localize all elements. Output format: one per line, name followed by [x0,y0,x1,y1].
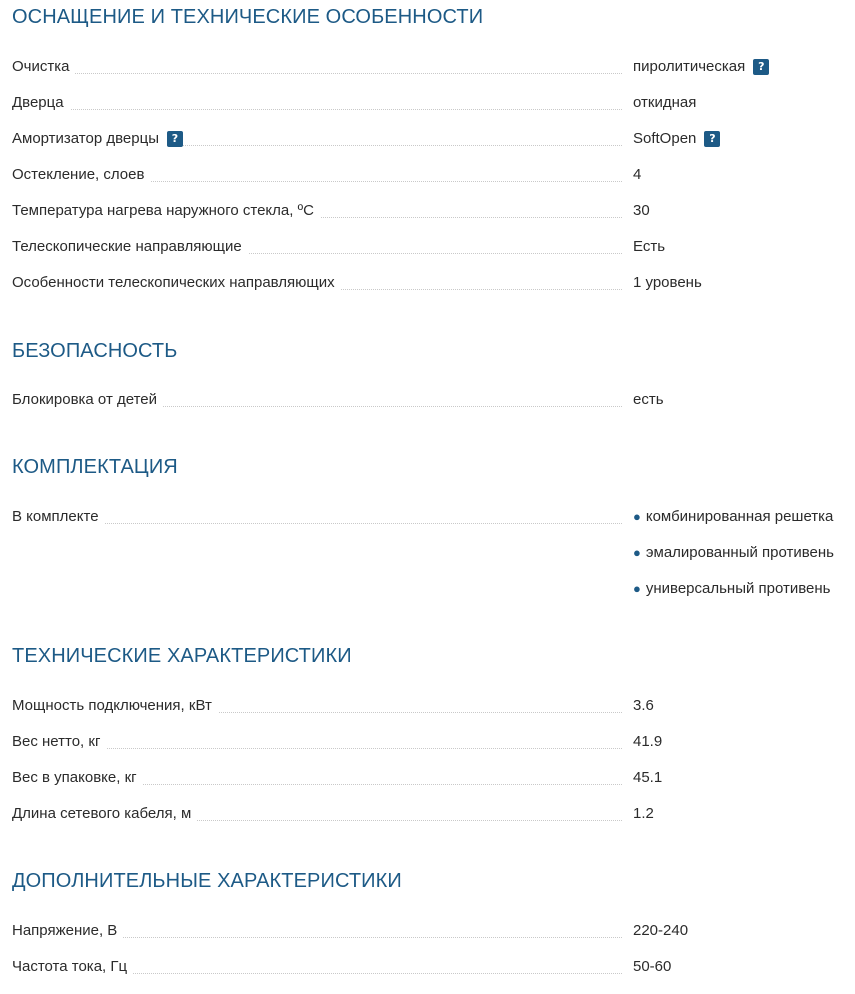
spec-value: 50-60 [633,958,672,975]
spec-row [0,957,855,977]
spec-row [0,57,855,77]
section-title-tech-specs: ТЕХНИЧЕСКИЕ ХАРАКТЕРИСТИКИ [12,645,352,667]
spec-list-item: ● комбинированная решетка [633,508,834,525]
bullet-icon: ● [633,545,641,560]
spec-value: откидная [633,94,697,111]
spec-label: Напряжение, В [12,921,123,941]
spec-label: В комплекте [12,507,105,527]
spec-row [0,507,855,527]
spec-row [0,201,855,221]
spec-row [0,804,855,824]
help-icon[interactable]: ? [704,131,720,147]
spec-row [0,696,855,716]
spec-value: SoftOpen ? [633,129,720,149]
spec-row-continued [0,579,855,599]
spec-row [0,768,855,788]
spec-value: 3.6 [633,697,654,714]
spec-label: Очистка [12,57,75,77]
spec-label: Остекление, слоев [12,165,150,185]
spec-row-continued [0,543,855,563]
spec-label: Мощность подключения, кВт [12,696,218,716]
spec-value: пиролитическая ? [633,57,769,77]
spec-label: Вес нетто, кг [12,732,106,752]
spec-label: Температура нагрева наружного стекла, ºC [12,201,320,221]
dotted-leader [12,109,622,110]
section-title-package: КОМПЛЕКТАЦИЯ [12,456,178,478]
spec-row [0,93,855,113]
spec-value: есть [633,391,664,408]
spec-row [0,921,855,941]
spec-list-item: ● эмалированный противень [633,544,834,561]
spec-label: Дверца [12,93,70,113]
spec-label: Амортизатор дверцы ? [12,129,189,149]
help-icon[interactable]: ? [167,131,183,147]
dotted-leader [12,73,622,74]
spec-label: Вес в упаковке, кг [12,768,143,788]
spec-row [0,390,855,410]
spec-label: Частота тока, Гц [12,957,133,977]
section-title-additional: ДОПОЛНИТЕЛЬНЫЕ ХАРАКТЕРИСТИКИ [12,870,402,892]
spec-label: Особенности телескопических направляющих [12,273,341,293]
spec-value: 45.1 [633,769,663,786]
bullet-icon: ● [633,581,641,596]
spec-row [0,732,855,752]
spec-label: Блокировка от детей [12,390,163,410]
spec-row [0,237,855,257]
spec-row [0,165,855,185]
spec-value: 1.2 [633,805,654,822]
spec-list-item: ● универсальный противень [633,580,831,597]
bullet-icon: ● [633,509,641,524]
spec-label: Телескопические направляющие [12,237,248,257]
spec-value: Есть [633,238,666,255]
section-title-safety: БЕЗОПАСНОСТЬ [12,340,178,362]
spec-value: 41.9 [633,733,663,750]
help-icon[interactable]: ? [753,59,769,75]
spec-value: 4 [633,166,642,183]
section-title-equipment: ОСНАЩЕНИЕ И ТЕХНИЧЕСКИЕ ОСОБЕННОСТИ [12,6,484,28]
spec-row [0,273,855,293]
spec-value: 220-240 [633,922,689,939]
spec-value: 30 [633,202,650,219]
spec-value: 1 уровень [633,274,702,291]
spec-row [0,129,855,149]
spec-label: Длина сетевого кабеля, м [12,804,197,824]
